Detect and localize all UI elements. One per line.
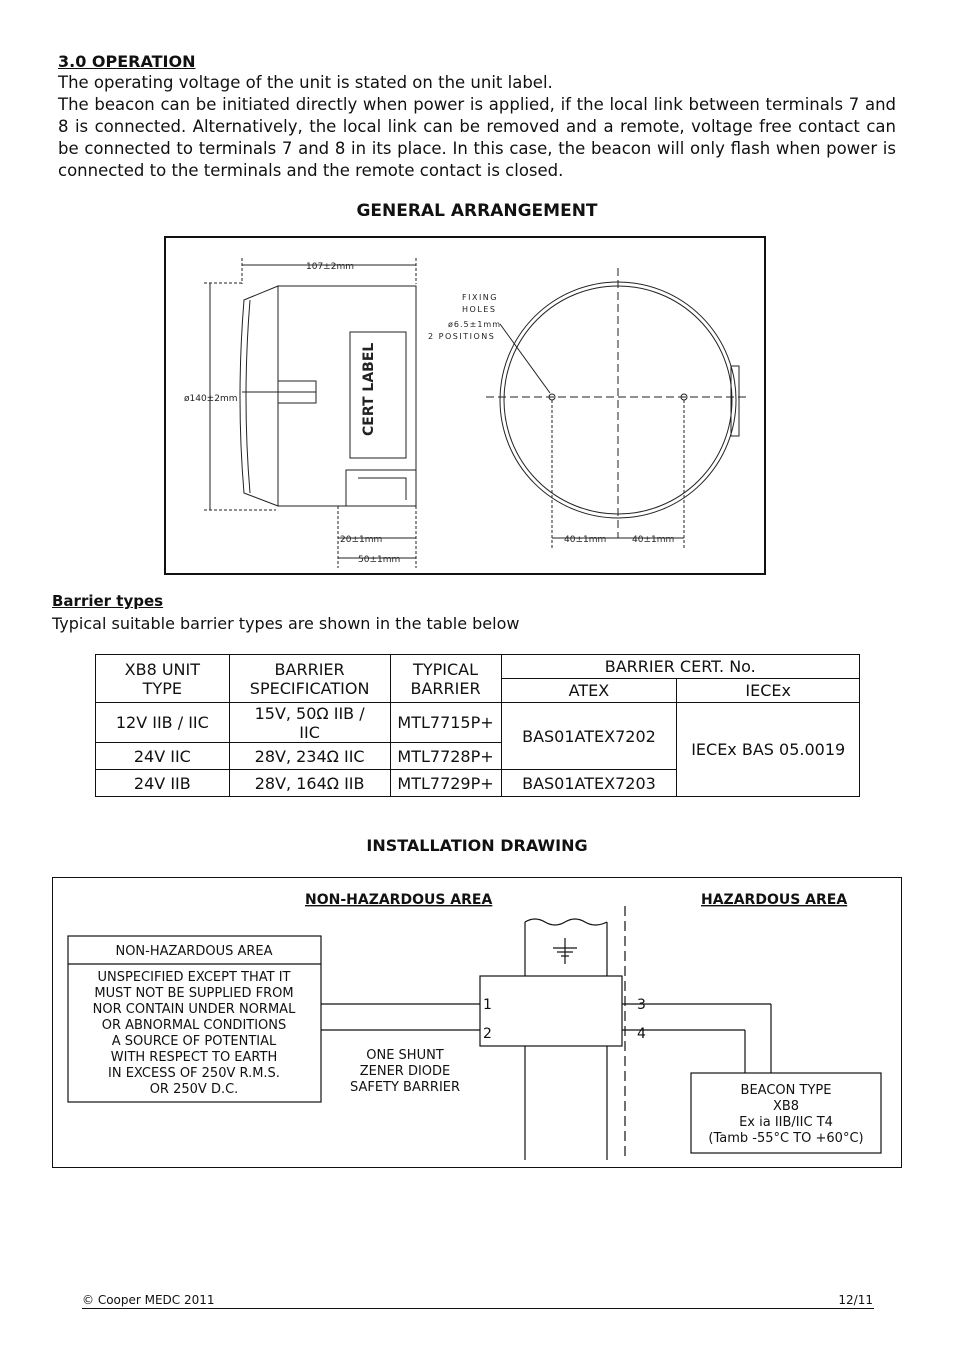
header-iecex: IECEx (677, 679, 860, 703)
header-unit-type: XB8 UNIT TYPE (96, 655, 230, 703)
installation-drawing (52, 877, 902, 1168)
arrangement-svg (166, 238, 764, 573)
barrier-table (95, 654, 860, 797)
section-line2: The beacon can be initiated directly when power is applied, if the local link between terminals 7 and 8 is connected. Alternatively, the local link can be removed and a remote, voltage free contact can be connected to terminals 7 and 8 in its place. In this case, the beacon will only flash when power is connected to the terminals and the remote contact is closed. (58, 95, 896, 180)
fixing-label-3: ø6.5±1mm (448, 320, 501, 329)
installation-svg (53, 878, 901, 1167)
section-line1: The operating voltage of the unit is stated on the unit label. (58, 73, 553, 92)
cell-type: 24V IIB (96, 770, 230, 797)
footer-rule (82, 1308, 874, 1309)
terminal-4: 4 (637, 1026, 646, 1042)
general-arrangement-drawing (164, 236, 766, 575)
beacon-label-line: (Tamb -55°C TO +60°C) (708, 1131, 864, 1146)
general-arrangement-title: GENERAL ARRANGEMENT (356, 201, 598, 221)
box-line: A SOURCE OF POTENTIAL (111, 1034, 277, 1049)
barrier-heading: Barrier types (52, 592, 164, 610)
header-typical: TYPICAL BARRIER (390, 655, 501, 703)
cell-spec: 28V, 164Ω IIB (229, 770, 390, 797)
header-spec: BARRIER SPECIFICATION (229, 655, 390, 703)
cell-iecex-merged: IECEx BAS 05.0019 (677, 703, 860, 797)
cell-typical: MTL7728P+ (390, 743, 501, 770)
table-row (96, 703, 860, 743)
cell-type: 24V IIC (96, 743, 230, 770)
dim-20-label: 20±1mm (340, 535, 383, 545)
cell-typical: MTL7729P+ (390, 770, 501, 797)
non-haz-header: NON-HAZARDOUS AREA (305, 892, 493, 908)
header-atex: ATEX (501, 679, 677, 703)
box-line: IN EXCESS OF 250V R.M.S. (108, 1066, 280, 1081)
box-line: NOR CONTAIN UNDER NORMAL (92, 1002, 296, 1017)
fixing-label-4: 2 POSITIONS (428, 332, 496, 341)
barrier-block (480, 976, 622, 1046)
cell-type: 12V IIB / IIC (96, 703, 230, 743)
cell-typical: MTL7715P+ (390, 703, 501, 743)
installation-title: INSTALLATION DRAWING (366, 836, 588, 855)
box-line: UNSPECIFIED EXCEPT THAT IT (97, 970, 291, 985)
box-line: OR 250V D.C. (149, 1082, 239, 1097)
beacon-label-line: XB8 (772, 1099, 800, 1114)
dim-width-label: 107±2mm (306, 262, 354, 272)
beacon-label-line: BEACON TYPE (740, 1083, 832, 1098)
dim-50-label: 50±1mm (358, 555, 401, 565)
barrier-intro: Typical suitable barrier types are shown in the table below (52, 614, 520, 633)
footer-copyright: © Cooper MEDC 2011 (82, 1293, 215, 1307)
terminal-3: 3 (637, 997, 646, 1013)
header-cert: BARRIER CERT. No. (501, 655, 859, 679)
barrier-label-line: ZENER DIODE (359, 1064, 451, 1079)
cell-spec: 28V, 234Ω IIC (229, 743, 390, 770)
fixing-label-2: HOLES (462, 305, 497, 314)
haz-header: HAZARDOUS AREA (701, 892, 848, 908)
terminal-2: 2 (483, 1026, 492, 1042)
footer-page: 12/11 (838, 1293, 873, 1307)
box-line: MUST NOT BE SUPPLIED FROM (94, 986, 294, 1001)
dim-40-left-label: 40±1mm (564, 535, 607, 545)
dim-diameter-label: ø140±2mm (184, 394, 238, 404)
cell-atex-merged: BAS01ATEX7202 (501, 703, 677, 770)
beacon-side-body (278, 286, 416, 506)
box-line: WITH RESPECT TO EARTH (110, 1050, 278, 1065)
section-heading: 3.0 OPERATION (58, 52, 196, 71)
dim-40-right-label: 40±1mm (632, 535, 675, 545)
barrier-label-line: SAFETY BARRIER (349, 1080, 461, 1095)
cell-spec: 15V, 50Ω IIB / IIC (229, 703, 390, 743)
barrier-label-line: ONE SHUNT (366, 1048, 444, 1063)
box-line: OR ABNORMAL CONDITIONS (101, 1018, 287, 1033)
cell-atex: BAS01ATEX7203 (501, 770, 677, 797)
fixing-label-1: FIXING (462, 293, 498, 302)
cert-label-text: CERT LABEL (361, 342, 377, 436)
beacon-label-line: Ex ia IIB/IIC T4 (739, 1115, 833, 1130)
terminal-1: 1 (483, 997, 492, 1013)
box-title: NON-HAZARDOUS AREA (115, 944, 273, 959)
cert-label-panel (350, 332, 406, 458)
